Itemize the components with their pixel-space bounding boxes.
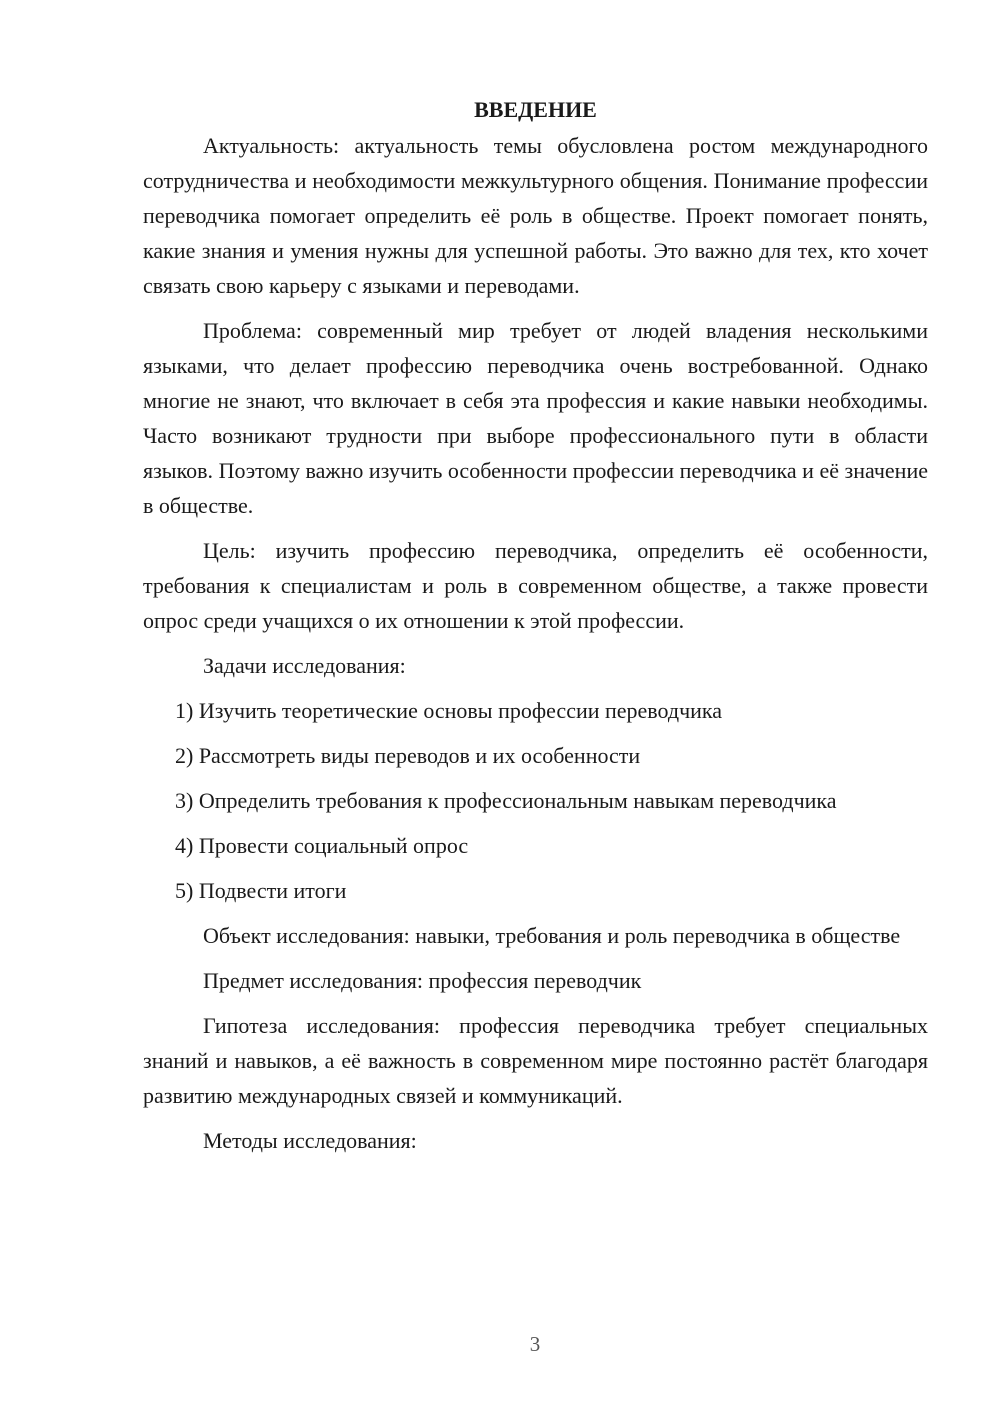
tasks-heading: Задачи исследования: — [203, 653, 406, 678]
page-number: 3 — [529, 1332, 541, 1356]
page-content — [143, 92, 928, 1168]
paragraph-goal: Цель: изучить профессию переводчика, определить её особенности, требования к специалистам и роль в современном обществе, а также провести опрос среди учащихся о их отношении к этой профессии. — [143, 538, 928, 633]
list-item: 5) Подвести итоги — [175, 878, 347, 903]
tasks-list — [143, 693, 928, 908]
paragraph-problem: Проблема: современный мир требует от людей владения несколькими языками, что делает профессию переводчика очень востребованной. Однако многие не знают, что включает в себя эта профессия и какие навыки необходимы. Часто возникают трудности при выборе профессионального пути в области языков. Поэтому важно изучить особенности профессии переводчика и её значение в обществе. — [143, 318, 928, 518]
paragraph-methods-heading: Методы исследования: — [203, 1128, 417, 1153]
paragraph-object: Объект исследования: навыки, требования и роль переводчика в обществе — [203, 923, 901, 948]
paragraph-subject: Предмет исследования: профессия переводчик — [203, 968, 642, 993]
paragraph-hypothesis: Гипотеза исследования: профессия переводчика требует специальных знаний и навыков, а её важность в современном мире постоянно растёт благодаря развитию международных связей и коммуникаций. — [143, 1013, 928, 1108]
paragraph-relevance: Актуальность: актуальность темы обусловлена ростом международного сотрудничества и необходимости межкультурного общения. Понимание профессии переводчика помогает определить её роль в обществе. Проект помогает понять, какие знания и умения нужны для успешной работы. Это важно для тех, кто хочет связать свою карьеру с языками и переводами. — [143, 133, 928, 298]
list-item: 1) Изучить теоретические основы профессии переводчика — [175, 698, 723, 723]
list-item: 3) Определить требования к профессиональным навыкам переводчика — [175, 788, 837, 813]
list-item: 4) Провести социальный опрос — [175, 833, 469, 858]
list-item: 2) Рассмотреть виды переводов и их особенности — [175, 743, 641, 768]
section-title: ВВЕДЕНИЕ — [474, 97, 597, 122]
